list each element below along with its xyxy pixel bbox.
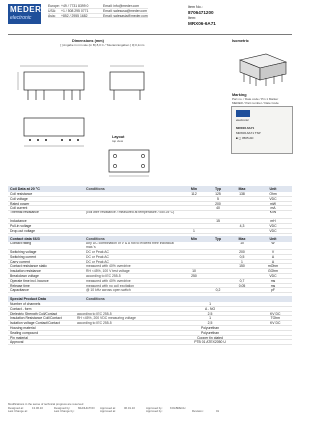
param-unit: VDC [269,196,277,201]
param-name: Carry current [10,259,30,264]
param-min [182,288,206,292]
marking-line: MEDER / Part number / Date Code [232,100,279,105]
param-max [230,219,254,223]
param-unit [259,331,292,335]
param-name: Switching voltage [10,250,37,254]
dimensions-title: Dimensions (mm) [72,39,104,43]
param-unit [259,307,292,311]
param-min [182,279,206,283]
param-conditions [77,336,162,340]
footer-field: Approved at: [100,409,116,414]
footer-field: Approved by: [146,409,163,414]
table-row [8,340,292,345]
param-conditions: according to IEC 255-5 [76,321,112,325]
col-max: Max [238,187,246,191]
contact-phone: +1 / 508 295 0771 [61,8,89,13]
marking-title: Marking [232,93,247,97]
param-conditions: DC or Peak AC [86,250,109,254]
param-name: Drop-out voltage [10,228,36,233]
isometric-title: Isometric [232,39,249,43]
item-label: Item: [188,16,196,20]
col-conditions: Conditions [86,297,105,301]
param-conditions [77,307,162,311]
param-min [182,224,206,228]
col-typ: Typ [214,187,222,191]
param-typ [206,242,230,249]
param-typ [206,250,230,254]
document-header [0,0,300,33]
param-name: Switching current [10,254,37,259]
section-title: Contact data 66/3 [10,237,40,241]
col-unit: Unit [269,187,277,191]
meder-logo [8,4,41,24]
footer-field [124,410,146,414]
param-unit: ms [270,278,276,283]
param-name: Insulation resistance [10,269,41,273]
logo-sub-text: electronic [10,15,32,21]
param-value: 1 [209,302,211,306]
param-typ: 200 [215,201,221,206]
param-max [230,274,254,278]
param-value: Polyurethan [200,325,220,330]
footer-field [32,410,54,414]
param-min: 1 [193,228,195,233]
item-identification [188,5,216,27]
document-footer [8,403,292,414]
col-min: Min [190,237,198,241]
param-conditions [77,331,162,335]
param-max [230,229,254,233]
param-name: Pull-in voltage [10,223,32,228]
param-conditions: measured with no coil excitation [86,283,135,288]
param-typ [206,274,230,278]
param-conditions: RH <45%, 200 VDC measuring voltage [76,316,136,321]
param-unit: VDC [269,273,277,278]
param-value: A - NO [204,306,216,311]
param-min [182,260,206,264]
footer-field: Last Change by: [54,409,75,414]
param-conditions: DC or Peak AC [86,254,109,259]
param-typ [206,260,230,264]
param-name: Insulation Resistance Coil/Contact [10,316,62,321]
front-view-drawing [14,60,94,110]
marking-photo [231,106,293,154]
param-max: 0,7 [239,278,245,283]
param-unit: Ohm [269,192,277,196]
param-name: Coil current [10,206,28,211]
col-max: Max [238,237,246,241]
param-name: Housing material [10,325,36,330]
layout-subtitle: top view [112,139,124,143]
param-max: 1 [241,259,243,264]
param-max: 150 [239,264,245,269]
photo-text: MRX06-6A71 [236,126,255,130]
param-value: 2,5 [207,311,213,316]
footer-field [78,410,100,414]
footer-disclaimer: Modifications in the sense of technical progress are reserved [8,402,84,406]
param-typ [206,255,230,259]
param-max: 0,5 [239,254,245,259]
dimensions-note: [ ] Angabe in mm wie (in B) 8,0 C / Toleranzangaben [ 0] 0,1mm [60,43,145,47]
coil-data-rows [8,192,292,234]
param-conditions: Any DC combination of V & A not to exceed their individual max.'s [86,242,174,249]
table-row [8,229,292,234]
item-value: MRX06-6A71 [188,21,216,26]
param-typ: 40 [216,206,220,211]
param-conditions [77,326,162,330]
param-min [182,202,206,206]
table-row [8,242,292,250]
param-conditions: (coil wire resistance / measured at temperature / coil 25°C) [86,211,175,215]
coil-data-section [8,186,292,234]
param-min [182,219,206,223]
param-min [182,211,206,218]
param-unit: KV DC [270,311,281,316]
photo-text: ■ ◻ 0505 AD [236,136,254,140]
param-typ [206,229,230,233]
param-max: 200 [239,250,245,254]
item-no-label: Item No.: [188,5,203,9]
param-unit: pF [271,288,275,293]
param-conditions [86,219,182,223]
footer-field: Approved at: [100,405,116,410]
param-typ [206,269,230,273]
marking-line: Part no. / Date code / Pin 1 Marker [232,97,279,101]
param-conditions [77,340,162,344]
param-max [230,269,254,273]
footer-field: Approved by: [146,405,163,410]
param-name: Operate time incl. bounce [10,278,49,283]
param-min [182,264,206,268]
contact-data-rows [8,242,292,293]
param-conditions: @ 10 kHz across open switch [86,288,131,293]
param-unit: VDC [269,228,277,233]
special-data-rows [8,302,292,345]
param-value: Copper tin plated [197,335,223,340]
param-name: Contact - form [10,306,32,311]
param-unit: mA [270,206,276,211]
footer-field: Last Change at: [8,409,28,414]
param-unit: A [271,259,275,264]
param-max [230,206,254,210]
contact-phone: +852 / 2955 1682 [61,13,88,18]
param-unit: mH [270,219,276,224]
logo-main-text: MEDER [10,5,42,14]
contact-block [48,4,148,18]
contact-region: Europe: [48,4,60,8]
param-unit: mOhm [267,264,279,269]
param-name: Pin material [10,335,28,340]
layout-drawing [105,146,153,180]
param-name: Coil resistance [10,192,33,196]
param-unit: W [271,242,275,245]
photo-text: MRX06-6A71 TSP [236,131,261,135]
photo-logo [236,110,250,117]
special-data-section [8,296,292,345]
contact-email[interactable]: Email: salesasia@meder.com [103,13,148,18]
param-name: Release time [10,283,30,288]
param-conditions [86,192,182,196]
param-name: Approval [10,340,24,345]
col-typ: Typ [214,237,222,241]
param-unit: mW [269,201,277,206]
section-title: Coil Data at 20 °C [10,187,40,191]
contact-row [48,14,148,19]
photo-text: electronic [236,118,249,122]
col-unit: Unit [269,237,277,241]
col-conditions: Conditions [86,237,105,241]
param-conditions [86,202,182,206]
section-title: Special Product Data [10,297,46,301]
param-typ: 5 [217,196,219,201]
param-min [182,255,206,259]
footer-change-row [8,410,292,414]
header-divider [8,34,292,35]
param-typ [206,284,230,288]
param-name: Coil voltage [10,196,28,201]
footer-field: 06.01.10 [124,405,135,410]
param-name: Contact rating [10,242,32,245]
param-max [230,211,254,218]
param-name: Dielectric Strength Coil/Contact [10,311,58,316]
param-conditions [77,302,162,306]
param-unit [259,336,292,340]
contact-region: USA: [48,8,56,13]
param-unit: V [271,250,275,254]
param-conditions [86,197,182,201]
param-min [182,242,206,249]
table-row [8,288,292,293]
param-min: 112 [191,192,197,196]
param-conditions: DC or Peak AC [86,259,109,264]
param-conditions [86,229,182,233]
param-conditions: measured with 40% overdrive [86,278,131,283]
param-name: Inductance [10,219,27,223]
param-name: Breakdown voltage [10,273,39,278]
param-name: Isolation voltage Contact/Contact [10,321,60,325]
param-min [182,250,206,254]
param-unit [259,340,292,344]
param-typ [206,264,230,268]
col-min: Min [190,187,198,191]
footer-field: MHOHGTOO [78,405,95,410]
isometric-drawing [226,46,294,92]
footer-field [170,410,192,414]
param-min: 250 [191,273,197,278]
bottom-view-drawing [14,112,94,152]
param-max: 10 [240,242,244,245]
footer-field: 13.06.10 [32,405,43,410]
param-unit: VDC [269,223,277,228]
param-unit: KV DC [270,321,281,326]
table-row [8,211,292,219]
param-name: Number of channels [10,302,41,306]
param-conditions [86,206,182,210]
param-conditions: according to IEC 255-5 [86,273,121,278]
param-unit: GOhm [268,269,278,274]
param-typ [206,224,230,228]
side-view-drawing [100,60,155,110]
param-name: Sealing compound [10,330,39,335]
param-value: 1 [209,316,211,321]
param-max [230,202,254,206]
contact-phone: +49 / 7731 8399 0 [61,4,89,8]
item-no-value: 8706471200 [188,10,214,15]
param-unit [259,302,292,306]
param-min [182,284,206,288]
param-typ [206,279,230,283]
param-typ: 0,2 [215,288,221,293]
param-unit [259,326,292,330]
param-conditions: according to IEC 255-5 [76,311,112,316]
param-name: Capacitance [10,288,29,293]
param-typ: 15 [216,219,220,224]
param-typ: 125 [215,192,221,196]
layout-title: Layout [112,135,125,139]
footer-field: Revision: [192,409,204,414]
param-min [182,206,206,210]
footer-field: Designed by: [54,405,71,410]
param-max [230,197,254,201]
param-unit: TOhm [270,316,280,321]
param-value: Polyurethan [200,330,220,335]
param-name: Contact resistance static [10,264,47,269]
param-unit: ms [270,283,276,288]
contact-email[interactable]: Email: info@meder.com [103,4,140,8]
param-min: 10 [192,269,196,274]
param-unit: A [271,254,275,259]
param-conditions: measured with 40% overdrive [86,264,131,269]
param-conditions [86,224,182,228]
footer-field: KOLBRECH [170,405,186,410]
param-name: Rated power [10,201,30,206]
param-value: 2,5 [207,321,213,326]
param-max: 0,05 [238,283,246,288]
param-unit: K/W [269,211,277,215]
col-conditions: Conditions [86,187,105,191]
contact-email[interactable]: Email: salesusa@meder.com [103,8,147,13]
footer-field: 01 [216,409,220,414]
param-max [230,288,254,292]
param-name: Thermal resistance [10,211,39,215]
param-typ [206,211,230,218]
param-value: PTB 01 ATEX2050 U [194,340,226,345]
param-max: 4,3 [239,223,245,228]
footer-field: Designed at: [8,405,24,410]
param-conditions: RH <45%, 100 V test voltage [86,269,130,273]
param-max: 138 [239,192,245,196]
contact-data-section [8,236,292,293]
contact-region: Asia: [48,13,56,18]
param-min [182,197,206,201]
